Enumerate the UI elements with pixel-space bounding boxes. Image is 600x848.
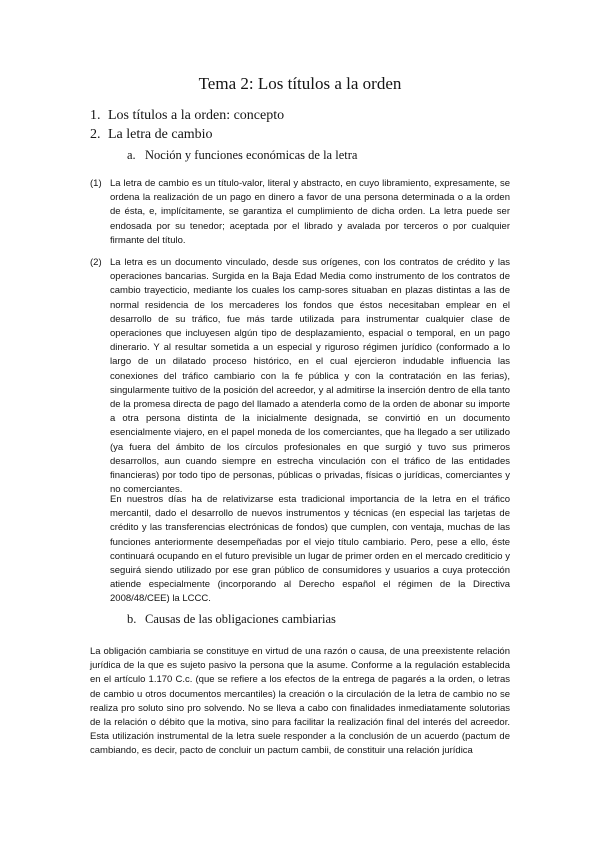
paragraph-2: La letra es un documento vinculado, desde sus orígenes, con los contratos de crédito y las operaciones bancarias. Surgida en la Baja Edad Media como instrumento de los contratos de cambio trayecticio, mediante los cuales los camp-sores situaban en plazas distintas a las de normal residencia de los mercaderes los fondos que éstos necesitaban emplear en el desarrollo de su tráfico, fue más tarde utilizada para instrumentar cualquier clase de operaciones que incluyesen algún tipo de desplazamiento, espacial o temporal, en un pago dinerario. Y al resultar sometida a un especial y riguroso régimen jurídico (conformado a lo largo de un dilatado proceso histórico, en el cual ejercieron indudable influencia las conexiones del tráfico cambiario con la fe pública y con la contratación en las ferias), singularmente tuitivo de la posición del acreedor, y al admitirse la inserción dentro de ella tanto de la promesa directa de pago del llamado a atenderla como de la orden de abonar su importe a otra persona distinta de la inicialmente designada, se convirtió en un documento esencialmente viajero, en el papel moneda de los comerciantes, que ha llegado a ser utilizado (ya fuera del ámbito de los círculos profesionales en que surgió y tuvo sus primeros desarrollos, aun cuando siempre en estrecha vinculación con el tráfico de las entidades financieras) por todo tipo de personas, públicas o privadas, físicas o jurídicas, comerciantes y no comerciantes. <box>110 257 510 496</box>
outline-item-number: 1. <box>90 108 101 123</box>
subsection-label: Causas de las obligaciones cambiarias <box>145 612 336 626</box>
paragraph-number: (1) <box>90 178 102 189</box>
outline-item-number: 2. <box>90 127 101 142</box>
subsection-number: a. <box>127 148 136 162</box>
outline-item-label: La letra de cambio <box>108 127 213 142</box>
subsection-b-heading <box>127 612 336 627</box>
page-title: Tema 2: Los títulos a la orden <box>198 74 402 93</box>
outline-item-2 <box>90 127 213 143</box>
subsection-number: b. <box>127 612 137 626</box>
outline-item-1 <box>90 108 284 124</box>
subsection-label: Noción y funciones económicas de la letra <box>145 148 358 162</box>
subsection-a-heading <box>127 148 357 163</box>
paragraph-4: La obligación cambiaria se constituye en virtud de una razón o causa, de una preexistente relación jurídica de la que es sujeto pasivo la persona que la asume. Conforme a la regulación establecida en el artículo 1.170 C.c. (que se refiere a los efectos de la entrega de pagarés a la orden, o letras de cambio u otros documentos mercantiles) la creación o la circulación de la letra de cambio no se realiza pro soluto sino pro solvendo. No se lleva a cabo con finalidades inmediatamente solutorias de la relación o débito que la motiva, sino para facilitar la realización final del interés del acreedor. Esta utilización instrumental de la letra suele responder a la conclusión de un acuerdo (pactum de cambiando, es decir, pacto de concluir un pactum cambii, de constituir una relación jurídica <box>90 646 510 757</box>
paragraph-3: En nuestros días ha de relativizarse esta tradicional importancia de la letra en el tráfico mercantil, dado el desarrollo de nuevos instrumentos y técnicas (en especial las tarjetas de crédito y las transferencias electrónicas de fondos) que cumplen, con ventaja, muchas de las funciones anteriormente desempeñadas por el viejo título cambiario. Pero, pese a ello, éste continuará ocupando en el futuro previsible un lugar de primer orden en el mercado crediticio y seguirá siendo utilizado por ese gran público de consumidores y usuarios a cuya protección atiende especialmente (incorporando al Derecho español el régimen de la Directiva 2008/48/CEE) la LCCC. <box>110 494 510 605</box>
paragraph-1: La letra de cambio es un título-valor, literal y abstracto, en cuyo libramiento, expresamente, se ordena la realización de un pago en dinero a favor de una persona determinada o a la orden de ésta, e, implícitamente, se garantiza el cumplimiento de dicha orden. La letra puede ser endosada por su tenedor; aceptada por el librado y avalada por terceros o por cualquier firmante del título. <box>110 178 510 246</box>
paragraph-number: (2) <box>90 257 102 268</box>
outline-item-label: Los títulos a la orden: concepto <box>108 108 285 123</box>
